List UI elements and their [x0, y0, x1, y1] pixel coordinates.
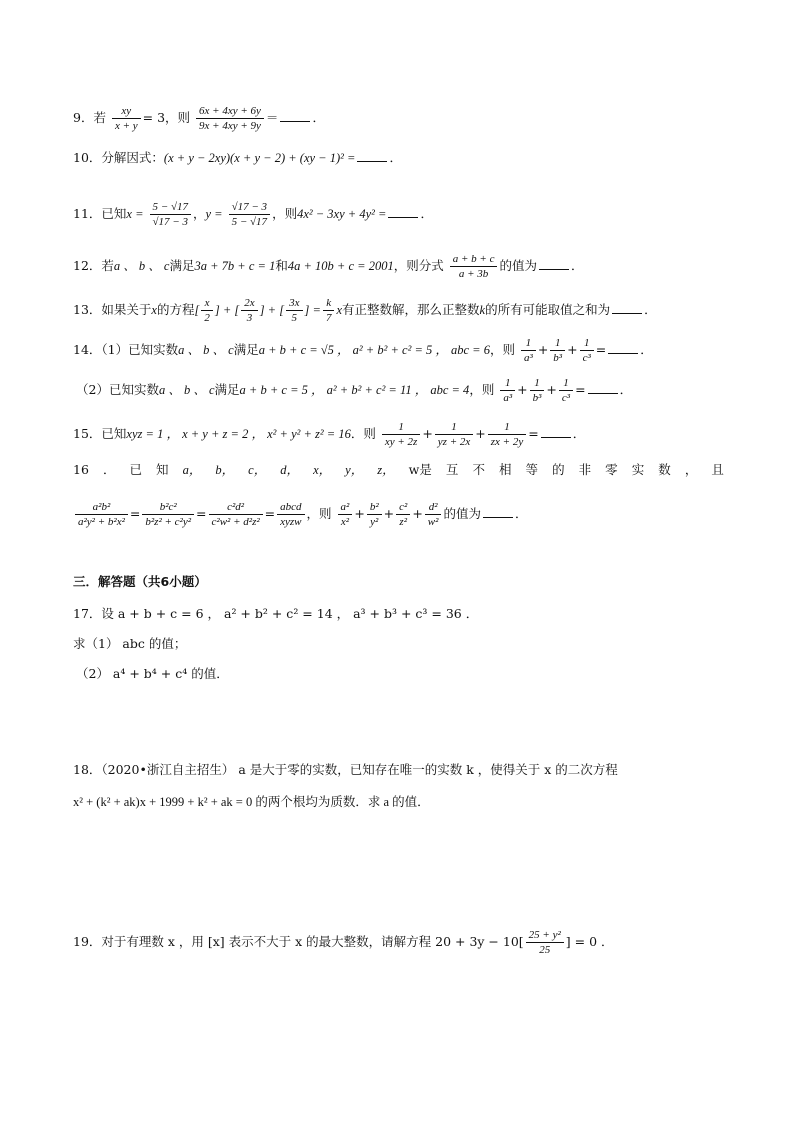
text: y， [345, 463, 364, 477]
text: 且 [711, 462, 724, 477]
conditions: a + b + c = √5 ， a² + b² + c² = 5 ， abc = 6 [258, 343, 490, 357]
text: a， [182, 463, 202, 477]
question-18-line-1: 18．（2020•浙江自主招生） a 是大于零的实数，已知存在唯一的实数 k ，使得关于 x 的二次方程 [73, 762, 618, 777]
fraction-x: $\frac{5 - √17}{√17 - 3}$ [150, 200, 191, 229]
fraction-xy-over-x-plus-y: $\frac{xy}{x + y}$ [112, 104, 141, 133]
question-17-line-2: 求（1） abc 的值； [73, 636, 187, 651]
answer-blank [588, 381, 618, 394]
equation: 4a + 10b + c = 2001 [287, 259, 394, 273]
question-16-body: $\frac{\text{a²b²}}{\text{a²y² + b²x²}}$ = $\frac{\text{b²c²}}{\text{b²z² + c²y²}}$ = $\frac{\text{c²d²}}{\text{c²w² + d²z²}}$ = $\frac{\text{abcd}}{\text{xyzw}}$ ，则 $\frac{\text{a²}}{\text{x²}}$ + $\frac{\text{b²}}{\text{y²}}$ + $\frac{\text{c²}}{\text{z²}}$ + $\frac{\text{d²}}{\text{w²}}$ 的值为 ． [73, 500, 724, 529]
text: ，则 [165, 110, 191, 125]
text: 知 [156, 462, 169, 477]
text: 满足 [233, 342, 259, 357]
answer-blank [608, 341, 638, 354]
text: （1）已知实数 [101, 342, 179, 357]
text: 已知 [101, 426, 127, 441]
answer-blank [612, 301, 642, 314]
text: d， [280, 463, 300, 477]
text: 16 [73, 462, 89, 477]
question-10 [73, 148, 724, 168]
text: ，则 [272, 206, 298, 221]
variables: a 、 b 、 c [178, 343, 234, 357]
text: ， [192, 206, 206, 221]
variables: a 、 b 、 c [158, 383, 215, 397]
text: ，则 [490, 342, 516, 357]
text: 若 [93, 110, 106, 125]
expression: 4x² − 3xy + 4y² = [297, 207, 387, 221]
fraction-y: $\frac{√17 - 3}{5 - √17}$ [229, 200, 270, 229]
text: w是 [408, 462, 432, 477]
fraction-25-plus-y2-over-25: $\frac{\text{25 + y²}}{25}$ [526, 928, 564, 957]
text: ，则 [306, 506, 332, 521]
question-13: 13．如果关于x的方程[ $\frac{x}{2}$ ] + [ $\frac{2x}{3}$ ] + [ $\frac{3x}{5}$ ] = $\frac{k}{7}$ x有正整数解，那么正整数k的所有可能取值之和为 ． [73, 297, 657, 324]
text: 非 [578, 462, 592, 477]
text: 相 [498, 462, 512, 477]
fraction: $\frac{\text{c²d²}}{\text{c²w² + d²z²}}$ [209, 500, 263, 529]
text: 的方程 [156, 302, 195, 317]
fraction: $\frac{2x}{3}$ [241, 296, 257, 325]
text: z， [377, 463, 395, 477]
text: 已 [129, 462, 142, 477]
fraction-expression: $\frac{6x + 4xy + 6y}{9x + 4xy + 9y}$ [196, 104, 264, 133]
text: 如果关于 [101, 302, 152, 317]
fraction: $\frac{1}{\text{c³}}$ [559, 376, 573, 405]
fraction: $\frac{1}{\text{c³}}$ [580, 336, 594, 365]
fraction: $\frac{x}{2}$ [201, 296, 213, 325]
fraction: $\frac{1}{\text{a³}}$ [521, 336, 536, 365]
text: 等 [525, 462, 539, 477]
fraction: $\frac{\text{d²}}{\text{w²}}$ [425, 500, 442, 529]
text: 实 [631, 462, 645, 477]
question-number: 10． [73, 150, 102, 165]
fraction: $\frac{\text{b²c²}}{\text{b²z² + c²y²}}$ [142, 500, 194, 529]
question-number: 13． [73, 302, 102, 317]
text: x， [313, 463, 332, 477]
text: ． [572, 426, 586, 441]
text: 零 [605, 462, 618, 477]
text: ． [514, 506, 528, 521]
text: c， [248, 463, 267, 477]
text: （2）已知实数 [76, 382, 159, 397]
fraction: $\frac{1}{\text{a³}}$ [500, 376, 515, 405]
fraction: $\frac{1}{\text{b³}}$ [550, 336, 565, 365]
question-number: 12． [73, 258, 102, 273]
text: 有正整数解，那么正整数 [342, 302, 480, 317]
question-number: 9． [73, 110, 94, 125]
text: b， [215, 463, 235, 477]
text: 互 [445, 462, 459, 477]
text: 已知 [101, 206, 127, 221]
text: 满足 [214, 382, 240, 397]
question-19 [73, 928, 724, 957]
question-17-line-1: 17．设 a + b + c = 6 ， a² + b² + c² = 14 ， a³ + b³ + c³ = 36 ． [73, 606, 479, 621]
text: ，则分式 [393, 258, 444, 273]
text: 的所有可能取值之和为 [485, 302, 611, 317]
text: 满足 [169, 258, 195, 273]
text: 的值为 [499, 258, 537, 273]
question-9: 9．若 $\frac{xy}{x + y}$ = 3，则 $\frac{6x + 4xy + 6y}{9x + 4xy + 9y}$ ＝ ． [73, 105, 325, 132]
answer-blank [483, 505, 513, 518]
text: ． [570, 258, 584, 273]
fraction: $\frac{\text{b²}}{\text{y²}}$ [367, 500, 382, 529]
answer-blank [280, 109, 310, 122]
text: 数 [658, 462, 671, 477]
text: 的 [552, 462, 565, 477]
conditions: a + b + c = 5 ， a² + b² + c² = 11 ， abc = 4 [239, 383, 470, 397]
text: ． [640, 342, 653, 357]
equals: ＝ [265, 110, 279, 125]
fraction: $\frac{1}{yz + 2x}$ [435, 420, 473, 449]
question-18-line-2: x² + (k² + ak)x + 1999 + k² + ak = 0 的两个根均为质数．求 a 的值． [73, 795, 430, 809]
text: 的值为 [443, 506, 481, 521]
question-number: 11． [73, 206, 102, 221]
text: 19．对于有理数 x ，用 [x] 表示不大于 x 的最大整数，请解方程 20 + 3y − 10[ [73, 934, 524, 949]
fraction: $\frac{\text{a²b²}}{\text{a²y² + b²x²}}$ [75, 500, 128, 529]
fraction: $\frac{1}{xy + 2z}$ [382, 420, 420, 449]
fraction: $\frac{3x}{5}$ [286, 296, 302, 325]
answer-blank [539, 257, 569, 270]
text: ． [389, 150, 402, 165]
question-14-part-2: （2）已知实数a 、 b 、 c满足a + b + c = 5 ， a² + b² + c² = 11 ， abc = 4，则 $\frac{1}{\text{a³}}$ + $\frac{1}{\text{b³}}$ + $\frac{1}{\text{c³}}$ = ． [76, 377, 633, 404]
question-14-part-1: 14．（1）已知实数a 、 b 、 c满足a + b + c = √5 ， a² + b² + c² = 5 ， abc = 6，则 $\frac{1}{\text{a³}}$ + $\frac{1}{\text{b³}}$ + $\frac{1}{\text{c³}}$ = ． [73, 337, 653, 364]
text: ． [420, 206, 433, 221]
question-number: 15． [73, 426, 102, 441]
text: ] = 0 ． [565, 934, 614, 949]
question-16-head [73, 460, 724, 480]
equation: 3a + 7b + c = 1 [194, 259, 276, 273]
answer-blank [357, 149, 387, 162]
text: ．则 [350, 426, 376, 441]
text: ， [684, 462, 698, 477]
fraction: $\frac{1}{zx + 2y}$ [488, 420, 526, 449]
text: ． [312, 110, 325, 125]
text: ． [644, 302, 657, 317]
fraction: $\frac{\text{a²}}{\text{x²}}$ [338, 500, 353, 529]
fraction: $\frac{\text{c²}}{\text{z²}}$ [396, 500, 410, 529]
fraction-abc: $\frac{a + b + c}{a + 3b}$ [450, 252, 498, 281]
question-17-line-3: （2） a⁴ + b⁴ + c⁴ 的值． [76, 666, 229, 681]
variables: a 、 b 、 c [113, 259, 170, 273]
text: 和 [275, 258, 288, 273]
text: ，则 [469, 382, 495, 397]
question-11: 11．已知x = $\frac{5 - √17}{√17 - 3}$ ，y = $\frac{√17 - 3}{5 - √17}$ ，则4x² − 3xy + 4y² = ． [73, 201, 433, 228]
question-12 [73, 252, 724, 281]
fraction: $\frac{k}{7}$ [323, 296, 335, 325]
text: ． [619, 382, 633, 397]
text: 不 [472, 462, 485, 477]
section-title: 三．解答题（共6小题） [73, 574, 207, 589]
text: 若 [101, 258, 114, 273]
question-15: 15．已知xyz = 1 ， x + y + z = 2 ， x² + y² + z² = 16．则 $\frac{1}{xy + 2z}$ + $\frac{1}{yz + 2x}$ + $\frac{1}{zx + 2y}$ = ． [73, 421, 586, 448]
conditions: xyz = 1 ， x + y + z = 2 ， x² + y² + z² = 16 [126, 427, 351, 441]
expression: (x + y − 2xy)(x + y − 2) + (xy − 1)² = [163, 151, 356, 165]
answer-blank [388, 205, 418, 218]
text: 分解因式： [101, 150, 164, 165]
answer-blank [541, 425, 571, 438]
question-number: 14． [73, 342, 102, 357]
fraction: $\frac{1}{\text{b³}}$ [530, 376, 545, 405]
text: ． [102, 462, 116, 477]
fraction: $\frac{\text{abcd}}{\text{xyzw}}$ [277, 500, 304, 529]
